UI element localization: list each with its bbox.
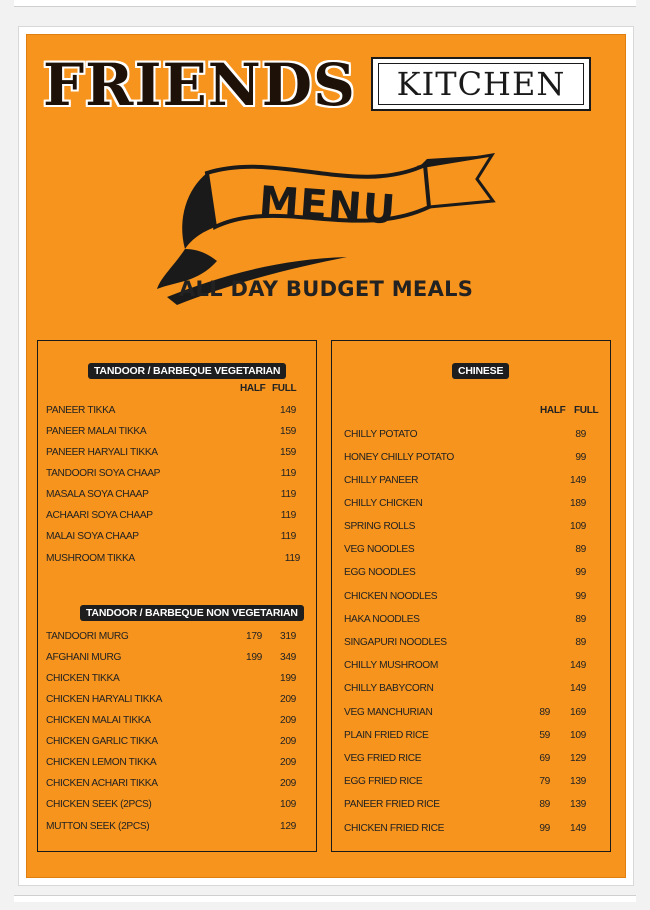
list-item: CHICKEN SEEK (2PCS) 109 — [46, 799, 296, 810]
list-item: MUSHROOM TIKKA 119 — [46, 553, 300, 564]
chinese-panel — [331, 340, 611, 852]
brand-kitchen-box — [371, 57, 591, 111]
list-item: CHICKEN MALAI TIKKA 209 — [46, 715, 296, 726]
list-item: VEG NOODLES 89 — [344, 544, 586, 555]
list-item: VEG MANCHURIAN 89 169 — [344, 707, 586, 718]
brand-name-friends: FRIENDS — [43, 51, 356, 119]
list-item: CHICKEN HARYALI TIKKA 209 — [46, 694, 296, 705]
page-top-edge — [14, 0, 636, 7]
list-item: TANDOORI SOYA CHAAP 119 — [46, 468, 296, 479]
list-item: CHICKEN TIKKA 199 — [46, 673, 296, 684]
list-item: CHILLY BABYCORN 149 — [344, 683, 586, 694]
nonveg-section-title: TANDOOR / BARBEQUE NON VEGETARIAN — [80, 605, 304, 621]
menu-tagline: ALL DAY BUDGET MEALS — [179, 277, 474, 301]
list-item: CHICKEN NOODLES 99 — [344, 591, 586, 602]
list-item: EGG FRIED RICE 79 139 — [344, 776, 586, 787]
list-item: MASALA SOYA CHAAP 119 — [46, 489, 296, 500]
list-item: SINGAPURI NOODLES 89 — [344, 637, 586, 648]
tandoor-panel — [37, 340, 317, 852]
menu-poster — [26, 34, 626, 878]
brand-name-kitchen: KITCHEN — [378, 63, 584, 105]
list-item: CHICKEN ACHARI TIKKA 209 — [46, 778, 296, 789]
list-item: PANEER FRIED RICE 89 139 — [344, 799, 586, 810]
list-item: MUTTON SEEK (2PCS) 129 — [46, 821, 296, 832]
list-item: CHILLY POTATO 89 — [344, 429, 586, 440]
list-item: PANEER HARYALI TIKKA 159 — [46, 447, 296, 458]
list-item: ACHAARI SOYA CHAAP 119 — [46, 510, 296, 521]
list-item: CHICKEN GARLIC TIKKA 209 — [46, 736, 296, 747]
menu-title: MENU — [257, 178, 398, 234]
list-item: SPRING ROLLS 109 — [344, 521, 586, 532]
list-item: HONEY CHILLY POTATO 99 — [344, 452, 586, 463]
chinese-full-header: FULL — [574, 405, 599, 416]
list-item: CHILLY MUSHROOM 149 — [344, 660, 586, 671]
list-item: VEG FRIED RICE 69 129 — [344, 753, 586, 764]
list-item: CHICKEN LEMON TIKKA 209 — [46, 757, 296, 768]
chinese-half-header: HALF — [540, 405, 566, 416]
list-item: PANEER TIKKA 149 — [46, 405, 296, 416]
list-item: PANEER MALAI TIKKA 159 — [46, 426, 296, 437]
list-item: AFGHANI MURG 199 349 — [46, 652, 296, 663]
list-item: CHICKEN FRIED RICE 99 149 — [344, 823, 586, 834]
list-item: TANDOORI MURG 179 319 — [46, 631, 296, 642]
veg-full-header: FULL — [272, 383, 297, 394]
veg-section-title: TANDOOR / BARBEQUE VEGETARIAN — [88, 363, 286, 379]
page-bottom-edge — [14, 895, 636, 902]
list-item: CHILLY CHICKEN 189 — [344, 498, 586, 509]
chinese-section-title: CHINESE — [452, 363, 509, 379]
veg-half-header: HALF — [240, 383, 266, 394]
list-item: PLAIN FRIED RICE 59 109 — [344, 730, 586, 741]
list-item: HAKA NOODLES 89 — [344, 614, 586, 625]
list-item: CHILLY PANEER 149 — [344, 475, 586, 486]
list-item: EGG NOODLES 99 — [344, 567, 586, 578]
list-item: MALAI SOYA CHAAP 119 — [46, 531, 296, 542]
